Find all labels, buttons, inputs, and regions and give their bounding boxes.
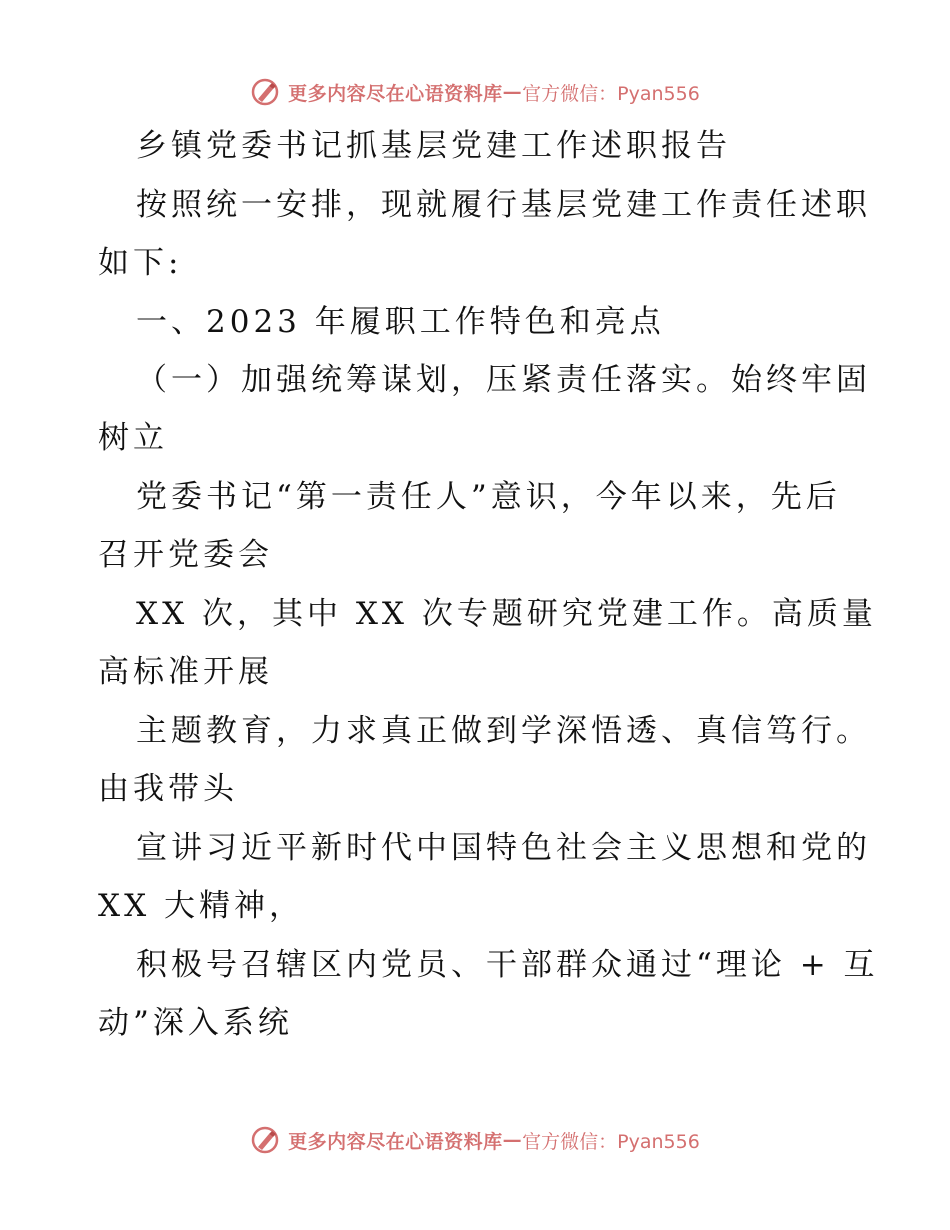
paragraph-line: 高标准开展 <box>98 654 273 690</box>
paragraph-line: XX 次，其中 XX 次专题研究党建工作。高质量 <box>136 596 877 632</box>
paragraph-line: 宣讲习近平新时代中国特色社会主义思想和党的 <box>136 830 871 866</box>
pen-logo-icon <box>250 1125 280 1155</box>
paragraph-line: 召开党委会 <box>98 537 273 573</box>
footer-watermark-text: 更多内容尽在心语资料库 <box>288 1130 503 1153</box>
document-title: 乡镇党委书记抓基层党建工作述职报告 <box>136 128 731 164</box>
paragraph-line: 由我带头 <box>98 771 238 807</box>
header-watermark-banner <box>0 72 950 112</box>
paragraph-line: 积极号召辖区内党员、干部群众通过“理论 + 互 <box>136 947 879 983</box>
paragraph-line: 如下: <box>98 245 183 281</box>
paragraph-line: （一）加强统筹谋划，压紧责任落实。始终牢固 <box>136 362 871 398</box>
footer-watermark-separator: — <box>502 1129 523 1151</box>
header-watermark-contact: 官方微信：Pyan556 <box>522 82 700 105</box>
footer-watermark-banner <box>0 1120 950 1160</box>
paragraph-line: 主题教育，力求真正做到学深悟透、真信笃行。 <box>136 713 871 749</box>
section-heading: 一、2023 年履职工作特色和亮点 <box>136 304 665 340</box>
paragraph-line: 动”深入系统 <box>98 1005 293 1041</box>
header-watermark-separator: — <box>502 81 523 103</box>
pen-logo-icon <box>250 77 280 107</box>
paragraph-line: 树立 <box>98 420 168 456</box>
header-watermark-text: 更多内容尽在心语资料库 <box>288 82 503 105</box>
paragraph-line: 按照统一安排，现就履行基层党建工作责任述职 <box>136 187 871 223</box>
paragraph-line: XX 大精神， <box>98 888 304 924</box>
paragraph-line: 党委书记“第一责任人”意识，今年以来，先后 <box>136 479 841 515</box>
footer-watermark-contact: 官方微信：Pyan556 <box>522 1130 700 1153</box>
